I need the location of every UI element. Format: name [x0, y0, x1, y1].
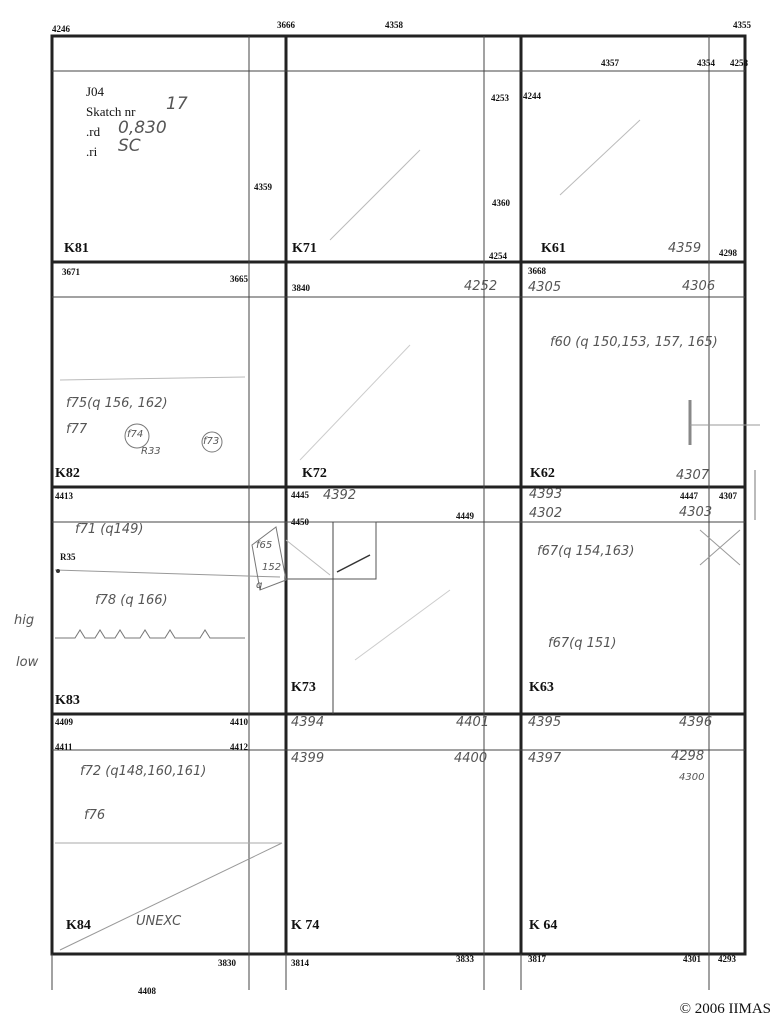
pencil-stroke-k61 — [560, 120, 640, 195]
hand-number: 4298 — [671, 749, 705, 764]
top-number: 4355 — [733, 20, 751, 30]
cell-number: 4408 — [138, 986, 156, 996]
margin-note-low: low — [16, 655, 39, 670]
hand-number: 4300 — [679, 772, 705, 783]
pencil-zigzag-k83 — [55, 630, 245, 638]
hand-number: 4303 — [679, 505, 713, 520]
cell-number: 4450 — [291, 517, 309, 527]
copyright-notice: © 2006 IIMAS — [679, 1001, 771, 1017]
cell-number: 4293 — [718, 954, 736, 964]
cell-number: 4410 — [230, 717, 248, 727]
sketch-number: 17 — [166, 94, 188, 114]
pencil-stroke-k73b — [337, 555, 370, 572]
hand-note: f78 (q 166) — [95, 593, 168, 608]
pencil-stroke-k72 — [300, 345, 410, 460]
cell-number: 3814 — [291, 958, 309, 968]
hand-number: 4307 — [676, 468, 710, 483]
cell-label-k84: K84 — [66, 918, 91, 933]
hand-number: 4397 — [528, 751, 562, 766]
cell-label-k74: K 74 — [291, 918, 320, 933]
cell-number: 3840 — [292, 283, 310, 293]
hand-note: f67(q 154,163) — [537, 544, 635, 559]
r35-dot — [56, 569, 60, 573]
hand-number: 4302 — [529, 506, 563, 521]
cell-label-k61: K61 — [541, 241, 566, 256]
cell-label-k63: K63 — [529, 680, 554, 695]
cell-number: 3817 — [528, 954, 546, 964]
hand-number: 4400 — [454, 751, 488, 766]
pencil-stroke-k73 — [355, 590, 450, 660]
top-number: 4357 — [601, 58, 619, 68]
hand-note: f74 — [127, 429, 144, 440]
cell-label-k73: K73 — [291, 680, 316, 695]
hand-number: 4395 — [528, 715, 562, 730]
cell-number: 4244 — [523, 91, 541, 101]
cell-number: 4447 — [680, 491, 698, 501]
cell-number: 3665 — [230, 274, 248, 284]
cell-number: 3668 — [528, 266, 546, 276]
hand-number: 4393 — [529, 487, 563, 502]
hand-note: UNEXC — [136, 914, 182, 929]
top-number: 4258 — [730, 58, 748, 68]
hand-number: 4359 — [668, 241, 702, 256]
cell-number: 4359 — [254, 182, 272, 192]
hand-note: f67(q 151) — [548, 636, 617, 651]
hand-note: f71 (q149) — [75, 522, 144, 537]
pencil-stroke-k71 — [330, 150, 420, 240]
cell-number: 4307 — [719, 491, 737, 501]
ri-label: .ri — [86, 144, 98, 159]
cell-label-k71: K71 — [292, 241, 317, 256]
hand-number: 4396 — [679, 715, 713, 730]
hand-note: 152 — [262, 562, 282, 573]
f65-hatch — [286, 540, 330, 575]
cell-number: 4445 — [291, 490, 309, 500]
hand-note: f60 (q 150,153, 157, 165) — [550, 335, 718, 350]
cell-number: 4253 — [491, 93, 509, 103]
hand-number: 4306 — [682, 279, 716, 294]
hand-note: f76 — [84, 808, 106, 823]
cell-number: 4411 — [55, 742, 73, 752]
hand-number: 4392 — [323, 488, 357, 503]
cell-number: 4449 — [456, 511, 474, 521]
top-number: 4354 — [697, 58, 715, 68]
sketch-label: Skatch nr — [86, 104, 136, 119]
hand-note: q — [256, 580, 263, 591]
hand-note: R33 — [141, 446, 161, 457]
margin-note-high: hig — [14, 613, 35, 628]
cell-label-k72: K72 — [302, 466, 327, 481]
cell-number: 4360 — [492, 198, 510, 208]
cell-number: 3671 — [62, 267, 80, 277]
cell-number: 4298 — [719, 248, 737, 258]
cell-label-k64: K 64 — [529, 918, 558, 933]
top-number: 4358 — [385, 20, 403, 30]
hand-note: f77 — [66, 422, 88, 437]
hand-number: 4252 — [464, 279, 498, 294]
hand-number: 4394 — [291, 715, 325, 730]
cell-number: 3833 — [456, 954, 474, 964]
pencil-stroke-k82-h — [60, 377, 245, 380]
hand-note: f65 — [256, 540, 273, 551]
cell-label-k81: K81 — [64, 241, 89, 256]
ri-value: SC — [118, 136, 141, 156]
cell-label-k83: K83 — [55, 693, 80, 708]
hand-note: f73 — [203, 436, 220, 447]
cell-number: 4254 — [489, 251, 507, 261]
hand-number: 4305 — [528, 280, 562, 295]
hand-note: f72 (q148,160,161) — [80, 764, 207, 779]
outer-frame — [52, 36, 745, 954]
hand-number: 4399 — [291, 751, 325, 766]
sheet-code: J04 — [86, 84, 105, 99]
cell-number: R35 — [60, 552, 76, 562]
cell-number: 4409 — [55, 717, 73, 727]
pencil-stroke-k83-h — [55, 570, 280, 577]
cell-number: 4413 — [55, 491, 73, 501]
cell-number: 4301 — [683, 954, 701, 964]
rd-label: .rd — [86, 124, 101, 139]
cell-number: 3830 — [218, 958, 236, 968]
hand-note: f75(q 156, 162) — [66, 396, 168, 411]
hand-number: 4401 — [456, 715, 490, 730]
rd-value: 0,830 — [118, 118, 167, 138]
cell-number: 4412 — [230, 742, 248, 752]
cell-label-k62: K62 — [530, 466, 555, 481]
top-number: 4246 — [52, 24, 70, 34]
cell-label-k82: K82 — [55, 466, 80, 481]
top-number: 3666 — [277, 20, 295, 30]
